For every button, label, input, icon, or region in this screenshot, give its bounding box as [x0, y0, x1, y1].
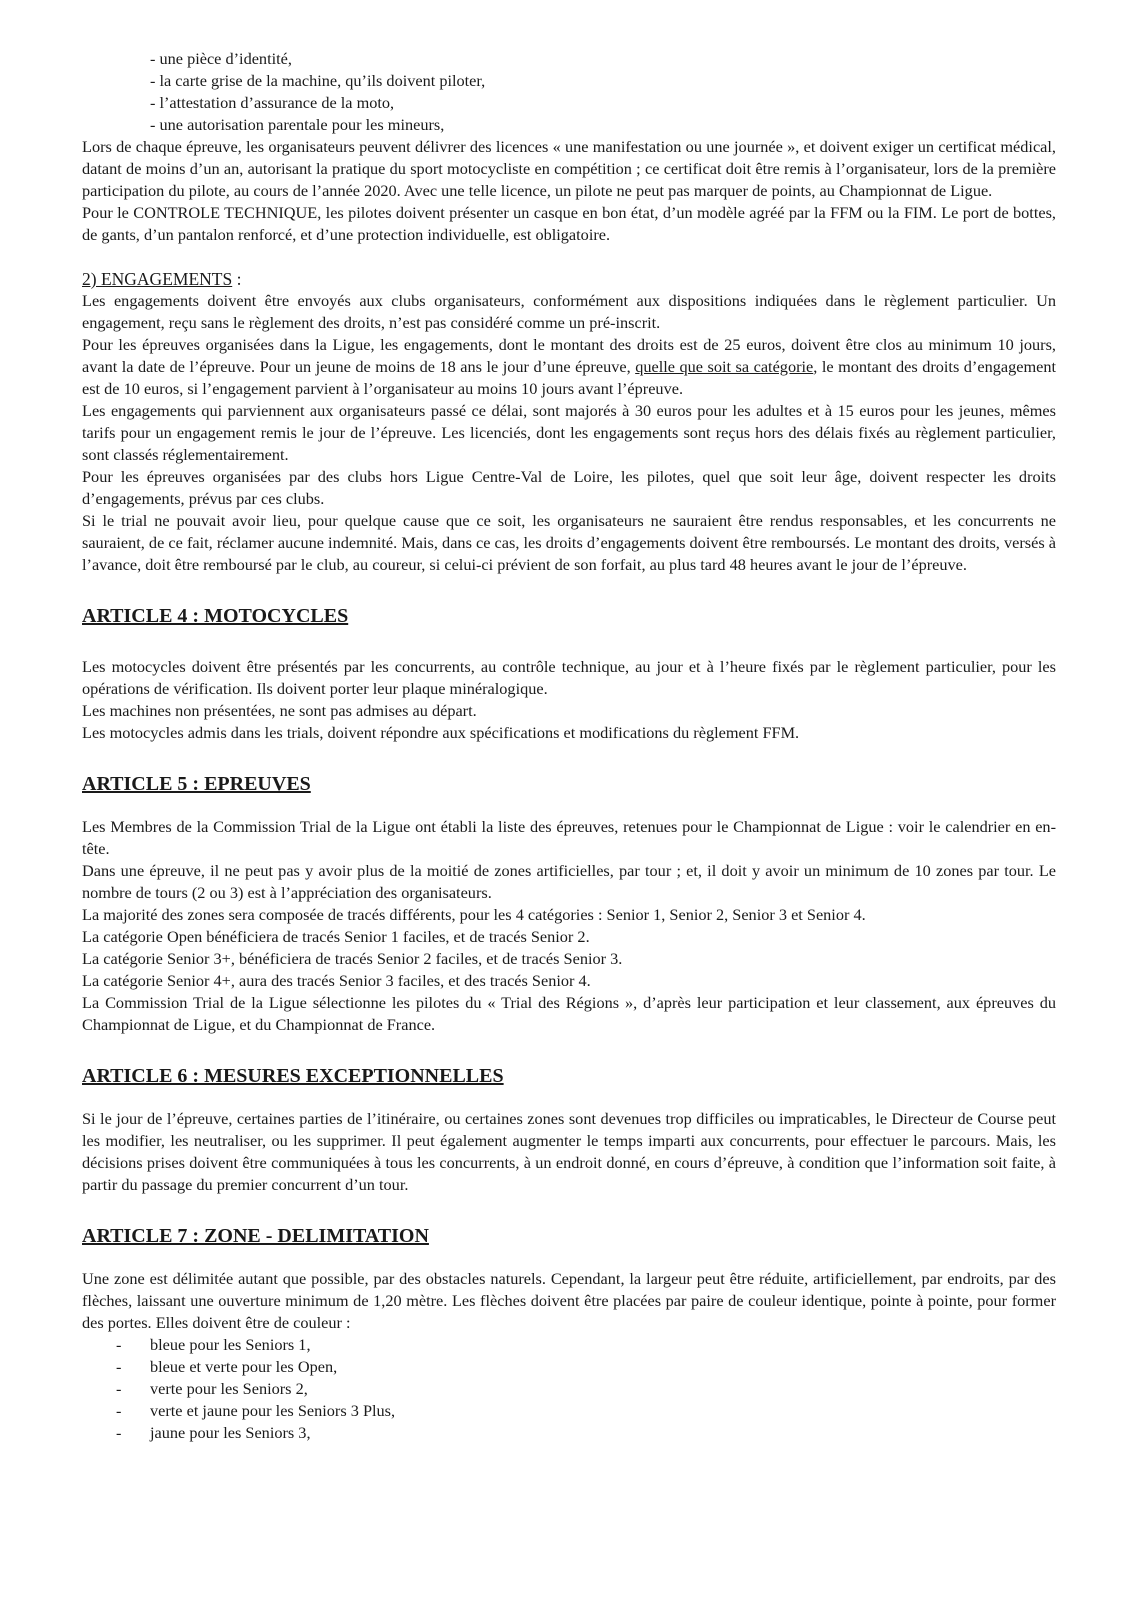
document-page: [82, 48, 1056, 1444]
list-item: - l’attestation d’assurance de la moto,: [150, 93, 395, 112]
engagements-paragraph-1: Les engagements doivent être envoyés aux clubs organisateurs, conformément aux dispositions indiquées dans le règlement particulier. Un engagement, reçu sans le règlement des droits, n’est pas considéré comme un pré-inscrit.: [82, 291, 1056, 332]
engagements-heading-colon: :: [232, 269, 242, 289]
list-item: [82, 1356, 1056, 1378]
engagements-paragraph-3: Les engagements qui parviennent aux organisateurs passé ce délai, sont majorés à 30 euros pour les adultes et à 15 euros pour les jeunes, mêmes tarifs pour un engagement remis le jour de l’épreuve. Les licenciés, dont les engagements sont reçus hors des délais fixés au règlement particulier, sont classés réglementairement.: [82, 401, 1056, 464]
engagements-paragraph-4: Pour les épreuves organisées par des clubs hors Ligue Centre-Val de Loire, les pilotes, quel que soit leur âge, doivent respecter les droits d’engagements, prévus par ces clubs.: [82, 467, 1056, 508]
article-5-paragraph-6: La catégorie Senior 4+, aura des tracés Senior 3 faciles, et des tracés Senior 4.: [82, 971, 591, 990]
list-item-text: verte pour les Seniors 2,: [150, 1379, 308, 1398]
article-5-heading: ARTICLE 5 : EPREUVES: [82, 773, 311, 795]
article-4-paragraph-1: Les motocycles doivent être présentés par les concurrents, au contrôle technique, au jour et à l’heure fixés par le règlement particulier, pour les opérations de vérification. Ils doivent porter leur plaque minéralogique.: [82, 657, 1056, 698]
article-5-paragraph-2: Dans une épreuve, il ne peut pas y avoir plus de la moitié de zones artificielles, par tour ; et, il doit y avoir un minimum de 10 zones par tour. Le nombre de tours (2 ou 3) est à l’appréciation des organisateurs.: [82, 861, 1056, 902]
licence-paragraph: Lors de chaque épreuve, les organisateurs peuvent délivrer des licences « une manifestation ou une journée », et doivent exiger un certificat médical, datant de moins d’un an, autorisant la pratique du sport motocycliste en compétition ; ce certificat doit être remis à l’organisateur, lors de la première participation du pilote, au cours de l’année 2020. Avec une telle licence, un pilote ne peut pas marquer de points, au Championnat de Ligue.: [82, 137, 1056, 200]
arrow-colors-list: [82, 1334, 1056, 1444]
article-4-paragraph-3: Les motocycles admis dans les trials, doivent répondre aux spécifications et modifications du règlement FFM.: [82, 723, 800, 742]
list-bullet: -: [116, 1357, 122, 1376]
article-5-paragraph-7: La Commission Trial de la Ligue sélectionne les pilotes du « Trial des Régions », d’après leur participation et leur classement, aux épreuves du Championnat de Ligue, et du Championnat de France.: [82, 993, 1056, 1034]
engagements-paragraph-2-start: Pour les épreuves organisées dans la Ligue, les engagements, dont le montant des droits est de 25 euros, doivent être clos au minimum 10 jours, avant la date de l’épreuve. Pour un jeune de moins de 18 ans le jour d’une épreuve,: [82, 335, 1056, 376]
article-6-heading: ARTICLE 6 : MESURES EXCEPTIONNELLES: [82, 1065, 504, 1087]
engagements-heading: [82, 268, 1056, 290]
list-item-text: bleue pour les Seniors 1,: [150, 1335, 311, 1354]
engagements-paragraph-2-end: , le montant des droits d’engagement est de 10 euros, si l’engagement parvient à l’organisateur au moins 10 jours avant l’épreuve.: [82, 357, 1057, 398]
list-item: [82, 1400, 1056, 1422]
list-item: [82, 1422, 1056, 1444]
identity-documents-list: [82, 48, 1056, 136]
engagements-heading-label: 2) ENGAGEMENTS: [82, 269, 233, 289]
engagements-paragraph-2: [82, 334, 1056, 400]
article-5-paragraph-1: Les Membres de la Commission Trial de la Ligue ont établi la liste des épreuves, retenues pour le Championnat de Ligue : voir le calendrier en en-tête.: [82, 817, 1056, 858]
article-7-paragraph-1: Une zone est délimitée autant que possible, par des obstacles naturels. Cependant, la largeur peut être réduite, artificiellement, par endroits, par des flèches, laissant une ouverture minimum de 1,20 mètre. Les flèches doivent être placées par paire de couleur identique, pointe à pointe, pour former des portes. Elles doivent être de couleur :: [82, 1269, 1056, 1332]
list-bullet: -: [116, 1335, 122, 1354]
article-4-heading: ARTICLE 4 : MOTOCYCLES: [82, 605, 349, 627]
article-6-paragraph-1: Si le jour de l’épreuve, certaines parties de l’itinéraire, ou certaines zones sont devenues trop difficiles ou impraticables, le Directeur de Course peut les modifier, les neutraliser, ou les supprimer. Il peut également augmenter le temps imparti aux concurrents, pour effectuer le parcours. Mais, les décisions prises doivent être communiquées à tous les concurrents, à un endroit donné, en cours d’épreuve, à condition que l’information soit faite, à partir du passage du premier concurrent d’un tour.: [82, 1109, 1056, 1194]
engagements-paragraph-5: Si le trial ne pouvait avoir lieu, pour quelque cause que ce soit, les organisateurs ne sauraient être rendus responsables, et les concurrents ne sauraient, de ce fait, réclamer aucune indemnité. Mais, dans ce cas, les droits d’engagements doivent être remboursés. Le montant des droits, versés à l’avance, doit être remboursé par le club, au coureur, si celui-ci prévient de son forfait, au plus tard 48 heures avant le jour de l’épreuve.: [82, 511, 1056, 574]
article-5-paragraph-5: La catégorie Senior 3+, bénéficiera de tracés Senior 2 faciles, et de tracés Senior 3.: [82, 949, 623, 968]
list-item: - la carte grise de la machine, qu’ils doivent piloter,: [150, 71, 486, 90]
list-item-text: bleue et verte pour les Open,: [150, 1357, 338, 1376]
list-bullet: -: [116, 1401, 122, 1420]
controle-technique-paragraph: Pour le CONTROLE TECHNIQUE, les pilotes doivent présenter un casque en bon état, d’un modèle agréé par la FFM ou la FIM. Le port de bottes, de gants, d’un pantalon renforcé, et d’une protection individuelle, est obligatoire.: [82, 203, 1056, 244]
list-item: [82, 1334, 1056, 1356]
list-item: [82, 1378, 1056, 1400]
article-5-paragraph-3: La majorité des zones sera composée de tracés différents, pour les 4 catégories : Senior 1, Senior 2, Senior 3 et Senior 4.: [82, 905, 866, 924]
list-item-text: verte et jaune pour les Seniors 3 Plus,: [150, 1401, 396, 1420]
list-bullet: -: [116, 1379, 122, 1398]
list-item-text: jaune pour les Seniors 3,: [150, 1423, 311, 1442]
article-5-paragraph-4: La catégorie Open bénéficiera de tracés Senior 1 faciles, et de tracés Senior 2.: [82, 927, 590, 946]
list-bullet: -: [116, 1423, 122, 1442]
article-4-paragraph-2: Les machines non présentées, ne sont pas admises au départ.: [82, 701, 477, 720]
list-item: - une autorisation parentale pour les mineurs,: [150, 115, 445, 134]
article-7-heading: ARTICLE 7 : ZONE - DELIMITATION: [82, 1225, 429, 1247]
list-item: - une pièce d’identité,: [150, 49, 292, 68]
engagements-underlined-phrase: quelle que soit sa catégorie: [635, 357, 814, 376]
